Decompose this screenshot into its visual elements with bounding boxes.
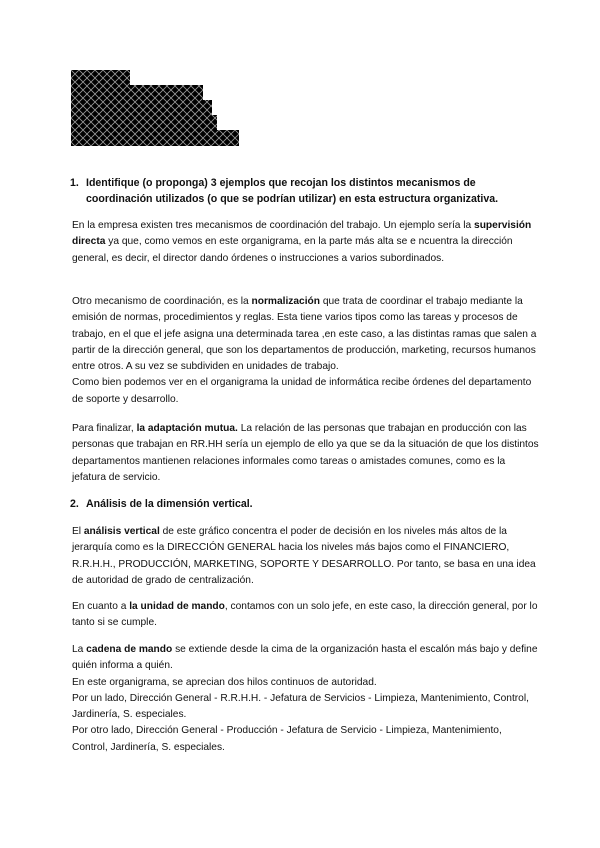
text: Como bien podemos ver en el organigrama la unidad de informática recibe órdenes del departamento de soporte y desarrollo. [72,377,532,405]
redaction-bar [71,100,212,115]
text: de este gráfico concentra el poder de decisión en los niveles más altos de la jerarquía como es la DIRECCIÓN GENERAL hacia los niveles más bajos como el FINANCIERO, R.R.H.H., PRODUCCIÓN, MARKETING, SOPORTE Y DESARROLLO. Por tanto, se basa en una idea de autoridad de grado de centralización. [72,526,536,586]
q2-paragraph-analisis [72,524,540,589]
term-supervision-directa: supervisión directa [72,220,532,248]
text: En la empresa existen tres mecanismos de coordinación del trabajo. Un ejemplo sería la [72,220,475,231]
redaction-bar [71,85,203,100]
text: La relación de las personas que trabajan en producción con las personas que trabajan en RR.HH sería un ejemplo de ello ya que se da la situación de que los distintos departamentos mantienen relaciones informales como tareas o amistades comunes, como es la jefatura de servicio. [72,423,539,483]
text: El [72,526,84,537]
q1-paragraph-normalizacion [72,294,540,408]
question-2-heading [70,496,526,512]
redaction-bar [71,130,239,146]
q2-paragraph-cadena-mando [72,642,540,756]
redaction-bar [71,115,217,130]
question-1-number: 1. [70,177,79,189]
text: se extiende desde la cima de la organización hasta el escalón más bajo y define quién informa a quién. [72,644,538,672]
text: En cuanto a [72,601,130,612]
question-2-number: 2. [70,498,79,510]
text: La [72,644,87,655]
text: que trata de coordinar el trabajo mediante la emisión de normas, procedimientos y reglas. Esta tiene varios tipos como las tareas y procesos de trabajo, en el que el jefe asigna una determinada tarea ,en este caso, a las distintas ramas que salen a partir de la dirección general, que son los departamentos de producción, marketing, recursos humanos entre otros. A su vez se subdividen en unidades de trabajo. [72,296,537,373]
q1-paragraph-adaptacion [72,421,540,486]
term-adaptacion-mutua: la adaptación mutua. [136,423,238,434]
text: Por otro lado, Dirección General - Producción - Jefatura de Servicio - Limpieza, Mantenimiento, Control, Jardinería, S. especiales. [72,725,502,753]
text: , contamos con un solo jefe, en este caso, la dirección general, por lo tanto si se cumple. [72,601,538,629]
q2-paragraph-unidad-mando [72,599,540,632]
redaction-bar [71,70,130,85]
text: En este organigrama, se aprecian dos hilos continuos de autoridad. [72,676,377,688]
text: Por un lado, Dirección General - R.R.H.H. - Jefatura de Servicios - Limpieza, Mantenimiento, Control, Jardinería, S. especiales. [72,692,529,721]
text: Para finalizar, [72,423,137,434]
redacted-header-block [71,70,241,146]
q1-paragraph-supervision [72,218,540,267]
term-cadena-de-mando: cadena de mando [86,644,173,655]
term-unidad-de-mando: la unidad de mando [129,601,225,612]
text: ya que, como vemos en este organigrama, en la parte más alta se e ncuentra la dirección general, es decir, el director dando órdenes o instrucciones a varios subordinados. [72,236,513,264]
term-analisis-vertical: análisis vertical [83,526,160,537]
term-normalizacion: normalización [251,296,320,307]
question-1-title: Identifique (o proponga) 3 ejemplos que recojan los distintos mecanismos de coordinación utilizados (o que se podrían utilizar) en esta estructura organizativa. [86,177,499,205]
question-2-title: Análisis de la dimensión vertical. [86,498,253,510]
question-1-heading [70,175,526,207]
text: Otro mecanismo de coordinación, es la [72,296,252,307]
